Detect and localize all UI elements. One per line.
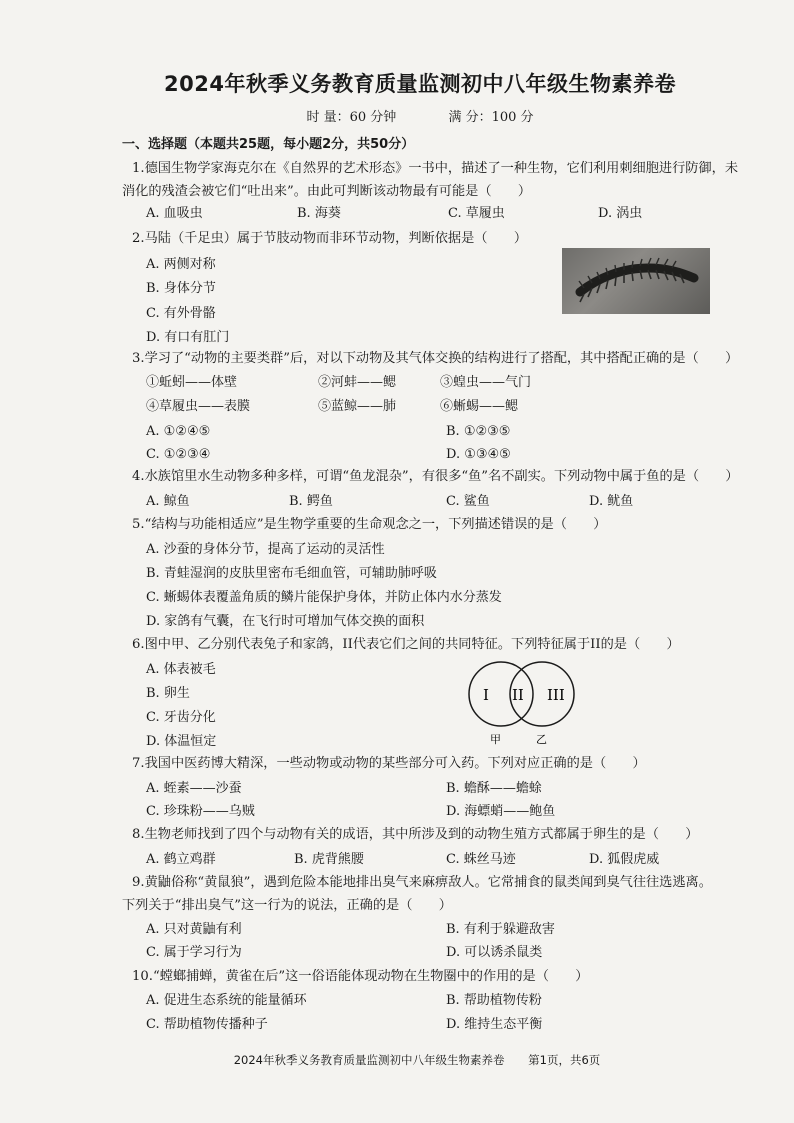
question-7-option-a: A. 蛭素——沙蚕	[146, 781, 242, 796]
question-5-option-b: B. 青蛙湿润的皮肤里密布毛细血管，可辅助肺呼吸	[146, 566, 437, 581]
question-7-option-b: B. 蟾酥——蟾蜍	[446, 781, 542, 796]
question-2-option-b: B. 身体分节	[146, 281, 216, 296]
venn-label-3: III	[547, 686, 565, 704]
venn-diagram	[456, 660, 596, 746]
question-10-option-b: B. 帮助植物传粉	[446, 993, 542, 1008]
question-1-option-b: B. 海葵	[297, 206, 341, 221]
question-5-stem: 5.“结构与功能相适应”是生物学重要的生命观念之一，下列描述错误的是（ ）	[132, 517, 607, 532]
question-1-stem-line2: 消化的残渣会被它们“吐出来”。由此可判断该动物最有可能是（ ）	[122, 184, 532, 199]
question-4-option-d: D. 鱿鱼	[589, 494, 634, 509]
millipede-photo	[562, 248, 710, 314]
question-7-option-d: D. 海螵蛸——鲍鱼	[446, 804, 556, 819]
question-10-stem: 10.“螳螂捕蝉，黄雀在后”这一俗语能体现动物在生物圈中的作用的是（ ）	[132, 969, 589, 984]
question-8-option-d: D. 狐假虎威	[589, 852, 660, 867]
question-1-option-d: D. 涡虫	[598, 206, 643, 221]
question-3-pair-4: ④草履虫——表膜	[146, 399, 251, 414]
question-6-option-a: A. 体表被毛	[146, 662, 216, 677]
question-5-option-d: D. 家鸽有气囊，在飞行时可增加气体交换的面积	[146, 614, 425, 629]
question-1-option-c: C. 草履虫	[448, 206, 505, 221]
question-9-stem-line2: 下列关于“排出臭气”这一行为的说法，正确的是（ ）	[122, 898, 452, 913]
question-6-stem: 6.图中甲、乙分别代表兔子和家鸽，II代表它们之间的共同特征。下列特征属于II的是（ ）	[132, 637, 680, 652]
venn-label-1: I	[483, 686, 489, 704]
venn-label-2: II	[512, 686, 524, 704]
question-8-stem: 8.生物老师找到了四个与动物有关的成语，其中所涉及到的动物生殖方式都属于卵生的是（ ）	[132, 827, 699, 842]
question-6-option-b: B. 卵生	[146, 686, 190, 701]
question-1-stem-line1: 1.德国生物学家海克尔在《自然界的艺术形态》一书中，描述了一种生物，它们利用刺细胞进行防御，未	[132, 161, 739, 176]
question-4-stem: 4.水族馆里水生动物多种多样，可谓“鱼龙混杂”，有很多“鱼”名不副实。下列动物中属于鱼的是（ ）	[132, 469, 739, 484]
question-5-option-a: A. 沙蚕的身体分节，提高了运动的灵活性	[146, 542, 385, 557]
question-2-option-a: A. 两侧对称	[146, 257, 216, 272]
question-6-option-c: C. 牙齿分化	[146, 710, 216, 725]
question-9-option-d: D. 可以诱杀鼠类	[446, 945, 543, 960]
exam-meta	[0, 106, 794, 125]
question-3-option-a: A. ①②④⑤	[146, 424, 211, 439]
question-3-pair-1: ①蚯蚓——体壁	[146, 375, 238, 390]
millipede-image	[562, 248, 710, 314]
question-9-option-b: B. 有利于躲避敌害	[446, 922, 555, 937]
question-2-stem: 2.马陆（千足虫）属于节肢动物而非环节动物，判断依据是（ ）	[132, 231, 528, 246]
question-3-stem: 3.学习了“动物的主要类群”后，对以下动物及其气体交换的结构进行了搭配，其中搭配正确的是（ ）	[132, 351, 739, 366]
question-9-stem-line1: 9.黄鼬俗称“黄鼠狼”，遇到危险本能地排出臭气来麻痹敌人。它常捕食的鼠类闻到臭气往往选逃离。	[132, 875, 712, 890]
section-heading: 一、选择题（本题共25题，每小题2分，共50分）	[122, 137, 415, 152]
question-10-option-c: C. 帮助植物传播种子	[146, 1017, 268, 1032]
exam-title: 2024年秋季义务教育质量监测初中八年级生物素养卷	[164, 72, 676, 96]
venn-name-yi: 乙	[536, 733, 547, 746]
time-limit: 时 量：60 分钟	[306, 110, 397, 125]
question-7-stem: 7.我国中医药博大精深，一些动物或动物的某些部分可入药。下列对应正确的是（ ）	[132, 756, 646, 771]
page-number: 第1页，共6页	[528, 1053, 601, 1067]
venn-name-jia: 甲	[490, 733, 501, 746]
question-3-pair-6: ⑥蜥蜴——鳃	[440, 399, 519, 414]
question-3-option-c: C. ①②③④	[146, 447, 211, 462]
question-4-option-c: C. 鲨鱼	[446, 494, 490, 509]
question-8-option-a: A. 鹤立鸡群	[146, 852, 216, 867]
question-10-option-d: D. 维持生态平衡	[446, 1017, 543, 1032]
question-3-pair-3: ③蝗虫——气门	[440, 375, 532, 390]
question-1-option-a: A. 血吸虫	[146, 206, 203, 221]
full-score: 满 分：100 分	[448, 110, 534, 125]
question-5-option-c: C. 蜥蜴体表覆盖角质的鳞片能保护身体，并防止体内水分蒸发	[146, 590, 502, 605]
question-4-option-a: A. 鲸鱼	[146, 494, 190, 509]
question-8-option-b: B. 虎背熊腰	[294, 852, 364, 867]
question-10-option-a: A. 促进生态系统的能量循环	[146, 993, 307, 1008]
page-footer	[0, 1052, 794, 1068]
question-9-option-a: A. 只对黄鼬有利	[146, 922, 242, 937]
question-2-option-c: C. 有外骨骼	[146, 306, 216, 321]
question-8-option-c: C. 蛛丝马迹	[446, 852, 516, 867]
question-7-option-c: C. 珍珠粉——乌贼	[146, 804, 255, 819]
question-6-option-d: D. 体温恒定	[146, 734, 217, 749]
question-3-pair-2: ②河蚌——鳃	[318, 375, 397, 390]
question-4-option-b: B. 鳄鱼	[289, 494, 333, 509]
question-3-option-b: B. ①②③⑤	[446, 424, 511, 439]
question-2-option-d: D. 有口有肛门	[146, 330, 230, 345]
footer-title: 2024年秋季义务教育质量监测初中八年级生物素养卷	[233, 1053, 505, 1067]
question-9-option-c: C. 属于学习行为	[146, 945, 242, 960]
question-3-pair-5: ⑤蓝鲸——肺	[318, 399, 397, 414]
question-3-option-d: D. ①③④⑤	[446, 447, 511, 462]
